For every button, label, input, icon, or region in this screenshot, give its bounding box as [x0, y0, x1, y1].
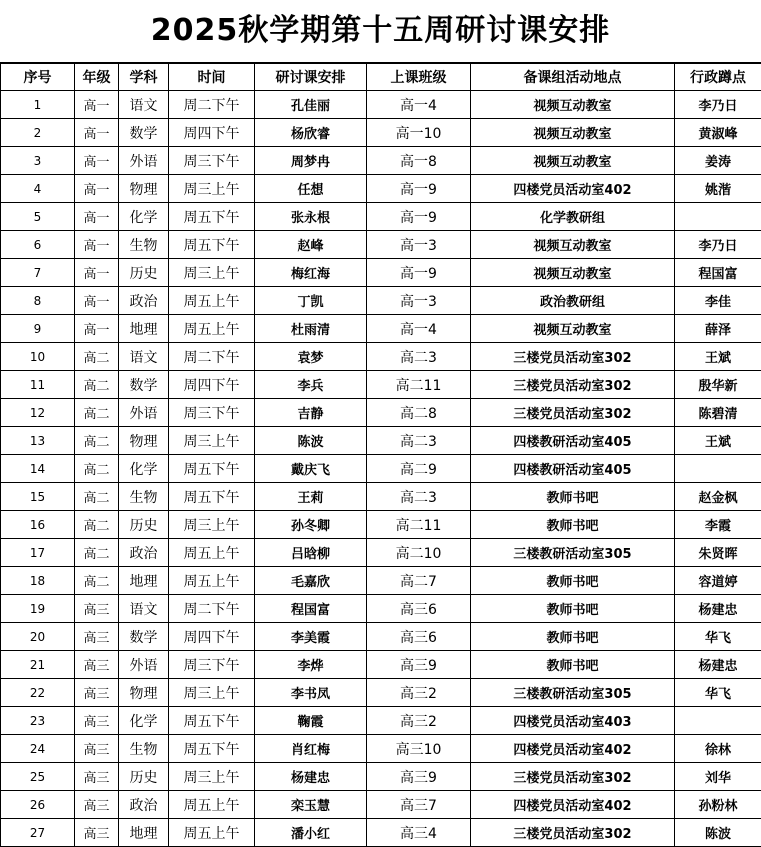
cell-subject: 历史: [119, 511, 169, 539]
cell-index: 9: [1, 315, 75, 343]
table-row: [1, 287, 761, 315]
cell-grade: 高三: [75, 819, 119, 847]
cell-subject: 化学: [119, 203, 169, 231]
cell-grade: 高二: [75, 539, 119, 567]
cell-teacher: 周梦冉: [255, 147, 367, 175]
cell-grade: 高一: [75, 203, 119, 231]
table-row: [1, 371, 761, 399]
table-row: [1, 259, 761, 287]
cell-grade: 高三: [75, 791, 119, 819]
cell-subject: 生物: [119, 735, 169, 763]
cell-teacher: 梅红海: [255, 259, 367, 287]
cell-place: 三楼党员活动室302: [471, 371, 675, 399]
cell-teacher: 李烨: [255, 651, 367, 679]
cell-teacher: 戴庆飞: [255, 455, 367, 483]
cell-index: 3: [1, 147, 75, 175]
cell-time: 周五下午: [169, 483, 255, 511]
cell-subject: 外语: [119, 399, 169, 427]
cell-place: 四楼党员活动室402: [471, 791, 675, 819]
cell-admin: 李霞: [675, 511, 761, 539]
cell-subject: 语文: [119, 343, 169, 371]
cell-grade: 高二: [75, 483, 119, 511]
cell-place: 教师书吧: [471, 623, 675, 651]
cell-index: 16: [1, 511, 75, 539]
column-header-subject: 学科: [119, 64, 169, 91]
cell-time: 周五上午: [169, 315, 255, 343]
cell-subject: 政治: [119, 287, 169, 315]
cell-subject: 地理: [119, 819, 169, 847]
table-row: [1, 651, 761, 679]
column-header-class: 上课班级: [367, 64, 471, 91]
cell-teacher: 陈波: [255, 427, 367, 455]
cell-admin: 姜涛: [675, 147, 761, 175]
cell-subject: 化学: [119, 707, 169, 735]
table-row: [1, 315, 761, 343]
table-row: [1, 511, 761, 539]
cell-grade: 高二: [75, 511, 119, 539]
cell-teacher: 李书凤: [255, 679, 367, 707]
cell-index: 5: [1, 203, 75, 231]
cell-class: 高三6: [367, 595, 471, 623]
cell-grade: 高一: [75, 175, 119, 203]
cell-teacher: 鞠霞: [255, 707, 367, 735]
table-body: [1, 91, 761, 847]
cell-place: 四楼党员活动室403: [471, 707, 675, 735]
cell-subject: 生物: [119, 231, 169, 259]
cell-admin: 孙粉林: [675, 791, 761, 819]
cell-place: 教师书吧: [471, 483, 675, 511]
cell-subject: 语文: [119, 91, 169, 119]
table-row: [1, 763, 761, 791]
cell-grade: 高三: [75, 651, 119, 679]
cell-time: 周三下午: [169, 399, 255, 427]
cell-teacher: 李兵: [255, 371, 367, 399]
table-row: [1, 623, 761, 651]
cell-subject: 生物: [119, 483, 169, 511]
cell-subject: 外语: [119, 651, 169, 679]
table-row: [1, 343, 761, 371]
cell-time: 周四下午: [169, 371, 255, 399]
cell-admin: [675, 455, 761, 483]
cell-admin: 姚湝: [675, 175, 761, 203]
table-row: [1, 147, 761, 175]
cell-subject: 物理: [119, 175, 169, 203]
cell-place: 教师书吧: [471, 651, 675, 679]
cell-index: 23: [1, 707, 75, 735]
cell-place: 视频互动教室: [471, 259, 675, 287]
cell-class: 高二10: [367, 539, 471, 567]
cell-index: 18: [1, 567, 75, 595]
cell-subject: 数学: [119, 623, 169, 651]
cell-teacher: 杜雨清: [255, 315, 367, 343]
table-row: [1, 539, 761, 567]
cell-time: 周三上午: [169, 427, 255, 455]
table-row: [1, 203, 761, 231]
cell-admin: 王斌: [675, 343, 761, 371]
cell-admin: 黄淑峰: [675, 119, 761, 147]
cell-admin: 赵金枫: [675, 483, 761, 511]
cell-teacher: 程国富: [255, 595, 367, 623]
cell-admin: 薛泽: [675, 315, 761, 343]
table-row: [1, 483, 761, 511]
cell-index: 7: [1, 259, 75, 287]
cell-time: 周三下午: [169, 651, 255, 679]
cell-admin: 李乃日: [675, 231, 761, 259]
cell-place: 四楼党员活动室402: [471, 175, 675, 203]
cell-teacher: 袁梦: [255, 343, 367, 371]
cell-class: 高三9: [367, 651, 471, 679]
cell-place: 教师书吧: [471, 511, 675, 539]
cell-admin: 容道婷: [675, 567, 761, 595]
column-header-index: 序号: [1, 64, 75, 91]
cell-teacher: 李美霞: [255, 623, 367, 651]
cell-time: 周三上午: [169, 259, 255, 287]
cell-index: 10: [1, 343, 75, 371]
cell-time: 周三上午: [169, 175, 255, 203]
cell-class: 高三2: [367, 707, 471, 735]
cell-subject: 数学: [119, 119, 169, 147]
cell-admin: 徐林: [675, 735, 761, 763]
cell-class: 高二3: [367, 427, 471, 455]
cell-subject: 外语: [119, 147, 169, 175]
cell-class: 高二8: [367, 399, 471, 427]
cell-class: 高三9: [367, 763, 471, 791]
cell-admin: 王斌: [675, 427, 761, 455]
cell-index: 15: [1, 483, 75, 511]
cell-index: 4: [1, 175, 75, 203]
cell-subject: 化学: [119, 455, 169, 483]
cell-teacher: 毛嘉欣: [255, 567, 367, 595]
cell-index: 22: [1, 679, 75, 707]
table-row: [1, 679, 761, 707]
cell-grade: 高一: [75, 91, 119, 119]
table-row: [1, 707, 761, 735]
table-row: [1, 119, 761, 147]
cell-subject: 历史: [119, 763, 169, 791]
column-header-teacher: 研讨课安排: [255, 64, 367, 91]
cell-time: 周三上午: [169, 679, 255, 707]
cell-place: 三楼党员活动室302: [471, 399, 675, 427]
cell-time: 周五下午: [169, 203, 255, 231]
cell-class: 高一9: [367, 203, 471, 231]
cell-index: 2: [1, 119, 75, 147]
table-row: [1, 455, 761, 483]
cell-time: 周三上午: [169, 511, 255, 539]
cell-admin: 杨建忠: [675, 595, 761, 623]
cell-time: 周五下午: [169, 231, 255, 259]
cell-subject: 物理: [119, 679, 169, 707]
cell-subject: 地理: [119, 315, 169, 343]
table-row: [1, 399, 761, 427]
cell-grade: 高一: [75, 119, 119, 147]
cell-place: 三楼党员活动室302: [471, 343, 675, 371]
cell-class: 高一8: [367, 147, 471, 175]
cell-teacher: 杨欣睿: [255, 119, 367, 147]
cell-admin: 李佳: [675, 287, 761, 315]
cell-admin: 华飞: [675, 679, 761, 707]
cell-place: 四楼党员活动室402: [471, 735, 675, 763]
cell-admin: 华飞: [675, 623, 761, 651]
cell-index: 21: [1, 651, 75, 679]
cell-index: 14: [1, 455, 75, 483]
cell-place: 三楼党员活动室302: [471, 763, 675, 791]
cell-time: 周五下午: [169, 707, 255, 735]
cell-time: 周五上午: [169, 819, 255, 847]
table-row: [1, 735, 761, 763]
cell-index: 24: [1, 735, 75, 763]
cell-admin: 李乃日: [675, 91, 761, 119]
cell-class: 高三2: [367, 679, 471, 707]
cell-index: 25: [1, 763, 75, 791]
cell-time: 周三下午: [169, 147, 255, 175]
cell-time: 周五上午: [169, 567, 255, 595]
cell-place: 四楼教研活动室405: [471, 427, 675, 455]
cell-admin: 刘华: [675, 763, 761, 791]
cell-time: 周五上午: [169, 539, 255, 567]
cell-subject: 物理: [119, 427, 169, 455]
cell-time: 周四下午: [169, 119, 255, 147]
cell-grade: 高三: [75, 763, 119, 791]
cell-class: 高一4: [367, 315, 471, 343]
column-header-grade: 年级: [75, 64, 119, 91]
cell-grade: 高一: [75, 315, 119, 343]
cell-admin: 陈波: [675, 819, 761, 847]
cell-grade: 高二: [75, 455, 119, 483]
cell-teacher: 丁凯: [255, 287, 367, 315]
cell-place: 视频互动教室: [471, 119, 675, 147]
cell-class: 高三4: [367, 819, 471, 847]
cell-grade: 高一: [75, 287, 119, 315]
cell-place: 政治教研组: [471, 287, 675, 315]
column-header-admin: 行政蹲点: [675, 64, 761, 91]
cell-index: 1: [1, 91, 75, 119]
cell-admin: 殷华新: [675, 371, 761, 399]
cell-teacher: 王莉: [255, 483, 367, 511]
cell-index: 13: [1, 427, 75, 455]
cell-place: 视频互动教室: [471, 91, 675, 119]
cell-subject: 历史: [119, 259, 169, 287]
cell-place: 三楼教研活动室305: [471, 679, 675, 707]
column-header-place: 备课组活动地点: [471, 64, 675, 91]
cell-place: 化学教研组: [471, 203, 675, 231]
cell-index: 17: [1, 539, 75, 567]
cell-class: 高二3: [367, 483, 471, 511]
cell-place: 四楼教研活动室405: [471, 455, 675, 483]
cell-class: 高一9: [367, 175, 471, 203]
cell-class: 高一4: [367, 91, 471, 119]
cell-grade: 高三: [75, 595, 119, 623]
cell-time: 周五上午: [169, 791, 255, 819]
cell-admin: [675, 707, 761, 735]
cell-time: 周三上午: [169, 763, 255, 791]
cell-subject: 政治: [119, 539, 169, 567]
cell-subject: 语文: [119, 595, 169, 623]
cell-index: 11: [1, 371, 75, 399]
cell-index: 26: [1, 791, 75, 819]
cell-place: 视频互动教室: [471, 147, 675, 175]
table-row: [1, 427, 761, 455]
cell-teacher: 孙冬卿: [255, 511, 367, 539]
cell-index: 27: [1, 819, 75, 847]
cell-place: 三楼党员活动室302: [471, 819, 675, 847]
cell-teacher: 张永根: [255, 203, 367, 231]
cell-index: 19: [1, 595, 75, 623]
table-row: [1, 175, 761, 203]
cell-class: 高三10: [367, 735, 471, 763]
cell-grade: 高一: [75, 231, 119, 259]
cell-time: 周五下午: [169, 455, 255, 483]
cell-grade: 高三: [75, 707, 119, 735]
cell-class: 高一3: [367, 287, 471, 315]
cell-class: 高三6: [367, 623, 471, 651]
cell-subject: 政治: [119, 791, 169, 819]
table-row: [1, 231, 761, 259]
cell-teacher: 任想: [255, 175, 367, 203]
cell-class: 高一10: [367, 119, 471, 147]
cell-place: 三楼教研活动室305: [471, 539, 675, 567]
cell-admin: [675, 203, 761, 231]
cell-teacher: 赵峰: [255, 231, 367, 259]
cell-teacher: 吕晗柳: [255, 539, 367, 567]
cell-index: 6: [1, 231, 75, 259]
cell-grade: 高二: [75, 371, 119, 399]
cell-grade: 高三: [75, 679, 119, 707]
cell-grade: 高一: [75, 147, 119, 175]
cell-subject: 数学: [119, 371, 169, 399]
table-row: [1, 567, 761, 595]
cell-class: 高一3: [367, 231, 471, 259]
table-row: [1, 791, 761, 819]
cell-place: 视频互动教室: [471, 231, 675, 259]
cell-time: 周五上午: [169, 287, 255, 315]
cell-place: 视频互动教室: [471, 315, 675, 343]
cell-class: 高二9: [367, 455, 471, 483]
cell-index: 12: [1, 399, 75, 427]
cell-teacher: 杨建忠: [255, 763, 367, 791]
table-row: [1, 595, 761, 623]
cell-index: 8: [1, 287, 75, 315]
cell-place: 教师书吧: [471, 595, 675, 623]
cell-grade: 高三: [75, 623, 119, 651]
cell-admin: 陈碧清: [675, 399, 761, 427]
cell-teacher: 潘小红: [255, 819, 367, 847]
header-row: [1, 64, 761, 91]
cell-admin: 程国富: [675, 259, 761, 287]
cell-grade: 高一: [75, 259, 119, 287]
cell-class: 高二11: [367, 511, 471, 539]
cell-teacher: 吉静: [255, 399, 367, 427]
cell-class: 高二11: [367, 371, 471, 399]
column-header-time: 时间: [169, 64, 255, 91]
cell-grade: 高三: [75, 735, 119, 763]
schedule-table: [0, 63, 761, 847]
cell-admin: 朱贤晖: [675, 539, 761, 567]
cell-index: 20: [1, 623, 75, 651]
cell-time: 周二下午: [169, 343, 255, 371]
cell-grade: 高二: [75, 399, 119, 427]
cell-teacher: 孔佳丽: [255, 91, 367, 119]
cell-class: 高二7: [367, 567, 471, 595]
cell-teacher: 栾玉慧: [255, 791, 367, 819]
cell-class: 高二3: [367, 343, 471, 371]
cell-admin: 杨建忠: [675, 651, 761, 679]
cell-time: 周二下午: [169, 595, 255, 623]
cell-grade: 高二: [75, 567, 119, 595]
table-row: [1, 91, 761, 119]
cell-grade: 高二: [75, 427, 119, 455]
page-title: 2025秋学期第十五周研讨课安排: [0, 0, 761, 63]
cell-time: 周二下午: [169, 91, 255, 119]
cell-teacher: 肖红梅: [255, 735, 367, 763]
cell-time: 周四下午: [169, 623, 255, 651]
cell-class: 高一9: [367, 259, 471, 287]
cell-time: 周五下午: [169, 735, 255, 763]
cell-grade: 高二: [75, 343, 119, 371]
cell-subject: 地理: [119, 567, 169, 595]
cell-class: 高三7: [367, 791, 471, 819]
cell-place: 教师书吧: [471, 567, 675, 595]
table-row: [1, 819, 761, 847]
